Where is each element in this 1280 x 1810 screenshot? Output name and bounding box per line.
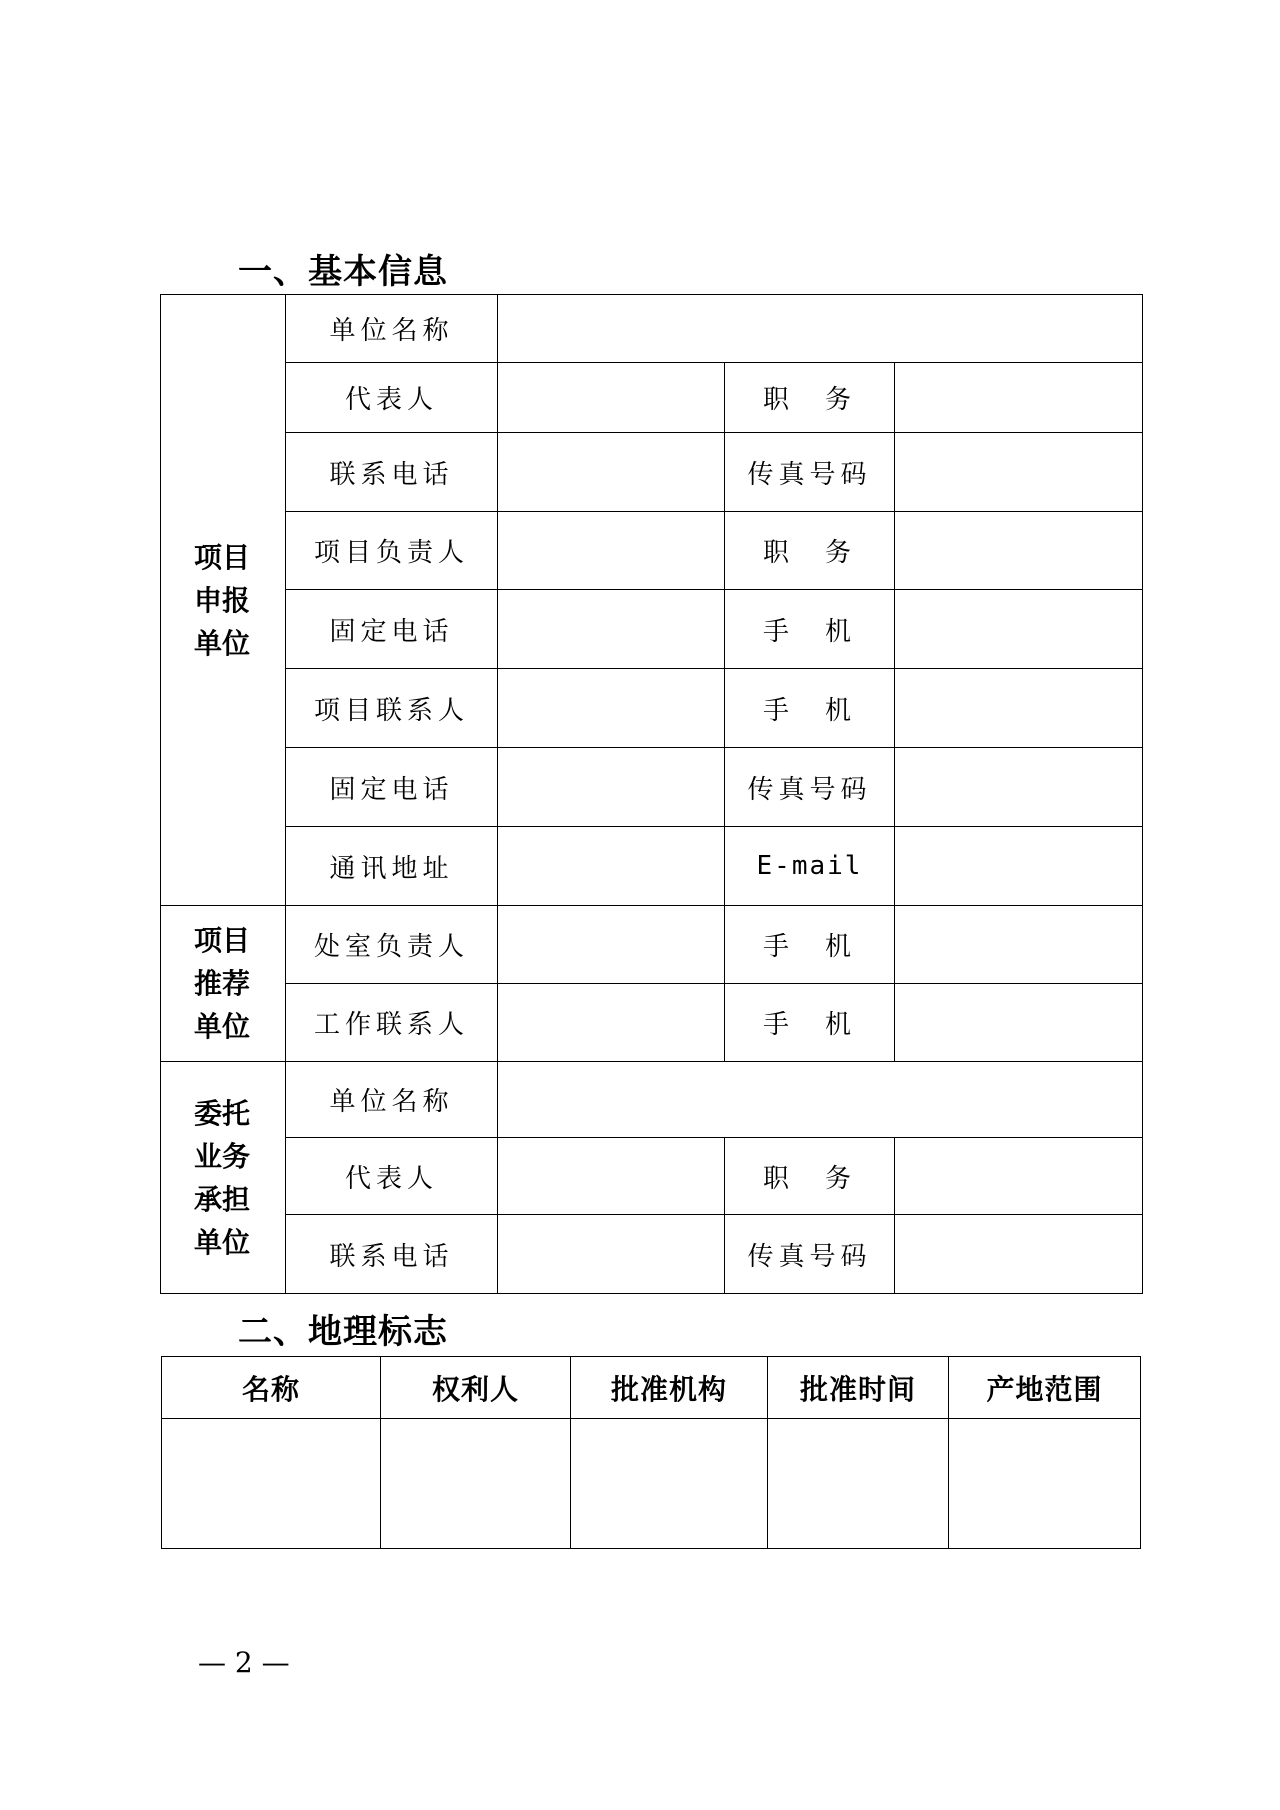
table-row [162,1419,1141,1549]
table-row [161,1062,1143,1138]
row-label: 工作联系人 [286,984,498,1062]
row-label-secondary: 职 务 [725,1138,895,1215]
row-label-secondary: 传真号码 [725,748,895,827]
input-cell[interactable] [895,1215,1143,1294]
group-label-recommender: 项目推荐单位 [161,906,286,1062]
table-row [161,827,1143,906]
row-label: 通讯地址 [286,827,498,906]
input-cell[interactable] [895,1138,1143,1215]
table-row [161,590,1143,669]
row-label: 代表人 [286,363,498,433]
column-header-right-holder: 权利人 [381,1357,571,1419]
input-cell[interactable] [895,363,1143,433]
column-header-origin-scope: 产地范围 [949,1357,1141,1419]
input-cell[interactable] [381,1419,571,1549]
input-cell[interactable] [895,748,1143,827]
input-cell[interactable] [498,669,725,748]
input-cell[interactable] [498,906,725,984]
table-row [161,1215,1143,1294]
input-cell[interactable] [768,1419,949,1549]
table-row [161,984,1143,1062]
input-cell[interactable] [498,748,725,827]
column-header-approval-date: 批准时间 [768,1357,949,1419]
input-cell[interactable] [895,590,1143,669]
input-cell[interactable] [498,984,725,1062]
input-cell[interactable] [895,512,1143,590]
input-cell[interactable] [949,1419,1141,1549]
row-label: 固定电话 [286,748,498,827]
table-row [161,748,1143,827]
input-cell-unit-name[interactable] [498,295,1143,363]
input-cell[interactable] [498,827,725,906]
row-label-secondary: 传真号码 [725,1215,895,1294]
table-row [161,669,1143,748]
input-cell[interactable] [498,590,725,669]
page-number: — 2 — [198,1646,290,1679]
input-cell[interactable] [895,984,1143,1062]
row-label: 联系电话 [286,433,498,512]
input-cell[interactable] [498,433,725,512]
input-cell[interactable] [498,1215,725,1294]
row-label: 项目联系人 [286,669,498,748]
input-cell[interactable] [895,669,1143,748]
input-cell[interactable] [498,1138,725,1215]
row-label: 项目负责人 [286,512,498,590]
row-label: 联系电话 [286,1215,498,1294]
input-cell[interactable] [162,1419,381,1549]
group-label-applicant: 项目申报单位 [161,295,286,906]
table-row [161,363,1143,433]
input-cell[interactable] [895,906,1143,984]
table-row [161,906,1143,984]
basic-info-table [160,294,1143,1294]
row-label-secondary: 手 机 [725,984,895,1062]
row-label-secondary: 传真号码 [725,433,895,512]
table-row [161,295,1143,363]
row-label: 单位名称 [286,1062,498,1138]
group-label-contractor: 委托业务承担单位 [161,1062,286,1294]
column-header-name: 名称 [162,1357,381,1419]
row-label-secondary: 职 务 [725,363,895,433]
row-label-secondary: 手 机 [725,669,895,748]
section-title-basic-info: 一、基本信息 [238,252,448,292]
row-label: 处室负责人 [286,906,498,984]
row-label-secondary: 手 机 [725,906,895,984]
row-label-secondary: 手 机 [725,590,895,669]
input-cell[interactable] [895,433,1143,512]
row-label-secondary: E-mail [725,827,895,906]
section-title-geo-indication: 二、地理标志 [238,1312,448,1352]
row-label-secondary: 职 务 [725,512,895,590]
table-row [161,433,1143,512]
input-cell[interactable] [571,1419,768,1549]
column-header-approval-authority: 批准机构 [571,1357,768,1419]
input-cell[interactable] [498,363,725,433]
table-header-row [162,1357,1141,1419]
row-label: 固定电话 [286,590,498,669]
row-label: 代表人 [286,1138,498,1215]
table-row [161,512,1143,590]
input-cell[interactable] [498,512,725,590]
input-cell-unit-name[interactable] [498,1062,1143,1138]
table-row [161,1138,1143,1215]
row-label: 单位名称 [286,295,498,363]
input-cell[interactable] [895,827,1143,906]
geo-indication-table [161,1356,1141,1549]
